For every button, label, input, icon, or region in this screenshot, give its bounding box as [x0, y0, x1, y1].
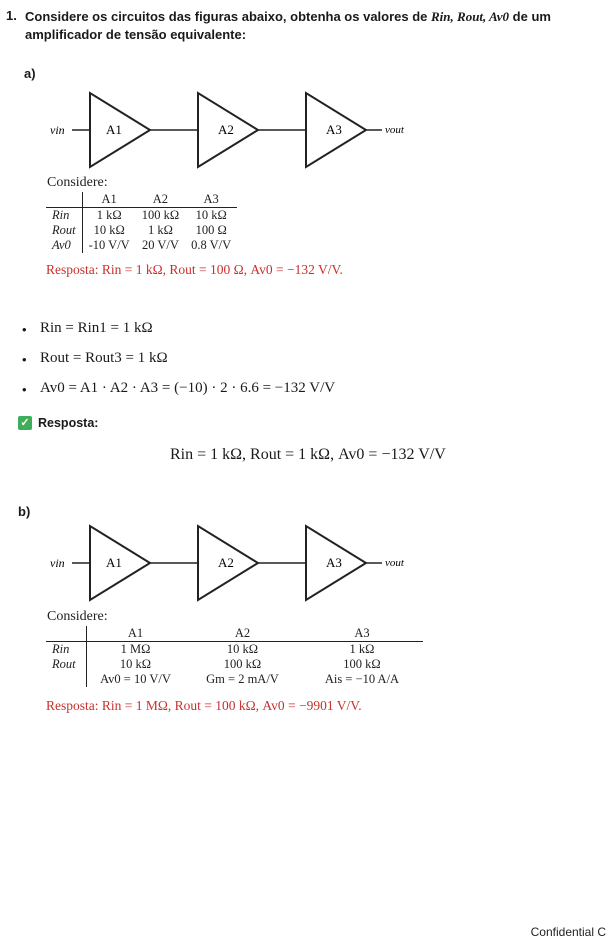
table-cell: 10 kΩ [195, 208, 227, 222]
part-b-block-a3: A3 [326, 555, 342, 570]
table-header-cell: A1 [87, 626, 185, 642]
table-header-cell [46, 192, 82, 208]
part-a-input-label: vin [50, 123, 65, 137]
table-cell: 10 kΩ [119, 657, 152, 671]
part-b-input-label: vin [50, 556, 65, 570]
table-header-cell: A2 [136, 192, 185, 208]
table-cell: 10 kΩ [93, 223, 125, 237]
question-text-start: Considere os circuitos das figuras abaixo, obtenha os valores de [25, 9, 432, 24]
table-header-cell [46, 626, 87, 642]
table-cell: 0.8 V/V [191, 238, 232, 252]
bullet-rin: Rin = Rin1 = 1 kΩ [40, 320, 153, 336]
question-number: 1. [6, 8, 17, 23]
part-b-output-label: vout [385, 557, 404, 569]
bullet-av0: Av0 = A1 · A2 · A3 = (−10) · 2 · 6.6 = −132 V/V [40, 380, 336, 396]
table-cell: 100 Ω [195, 223, 227, 237]
bullet-dot: • [22, 322, 27, 337]
table-cell: 100 kΩ [141, 208, 180, 222]
table-cell: 1 kΩ [147, 223, 173, 237]
table-row-label: Rin [46, 208, 82, 224]
part-a-block-a3: A3 [326, 122, 342, 137]
table-cell: 100 kΩ [343, 657, 381, 671]
table-header-cell: A2 [184, 626, 301, 642]
checkmark-icon: ✓ [18, 416, 32, 430]
question-text [25, 8, 585, 44]
table-cell: Av0 = 10 V/V [100, 672, 171, 686]
part-a-table [46, 192, 237, 253]
footer-confidential: Confidential C [530, 925, 606, 939]
question-text-end: de um amplificador de tensão equivalente: [25, 9, 551, 42]
part-b-diagram [40, 523, 440, 603]
bullet-dot: • [22, 382, 27, 397]
bullet-rout: Rout = Rout3 = 1 kΩ [40, 350, 168, 366]
part-a-diagram [40, 90, 440, 170]
table-cell: -10 V/V [88, 238, 130, 252]
part-b-block-a2: A2 [218, 555, 234, 570]
answer-label: Resposta: [38, 416, 99, 430]
table-header-cell: A3 [301, 626, 423, 642]
table-header-cell: A1 [82, 192, 136, 208]
table-cell: 1 kΩ [349, 642, 375, 656]
part-a-output-label: vout [385, 124, 404, 136]
table-cell: 1 kΩ [96, 208, 122, 222]
table-cell: 100 kΩ [223, 657, 262, 671]
part-b-answer: Resposta: Rin = 1 MΩ, Rout = 100 kΩ, Av0 = −9901 V/V. [46, 698, 362, 713]
table-header-cell: A3 [185, 192, 237, 208]
table-cell: 1 MΩ [120, 642, 151, 656]
table-cell: 20 V/V [141, 238, 179, 252]
part-a-block-a2: A2 [218, 122, 234, 137]
table-row-label: Av0 [46, 238, 82, 253]
part-a-answer: Resposta: Rin = 1 kΩ, Rout = 100 Ω, Av0 = −132 V/V. [46, 262, 343, 277]
part-b-block-a1: A1 [106, 555, 122, 570]
part-b-consider-label: Considere: [47, 609, 108, 624]
bullet-dot: • [22, 352, 27, 367]
table-cell: 10 kΩ [226, 642, 259, 656]
answer-equation: Rin = 1 kΩ, Rout = 1 kΩ, Av0 = −132 V/V [170, 446, 446, 463]
table-row-label: Rout [46, 223, 82, 238]
table-cell: Ais = −10 A/A [324, 672, 400, 686]
part-b-table [46, 626, 423, 687]
part-a-block-a1: A1 [106, 122, 122, 137]
part-b-label: b) [18, 504, 31, 519]
table-row-label: Rin [46, 642, 87, 658]
part-a-label: a) [24, 66, 36, 81]
part-a-consider-label: Considere: [47, 175, 108, 190]
table-cell: Gm = 2 mA/V [206, 672, 279, 686]
table-row-label [46, 672, 87, 687]
question-vars: Rin, Rout, Av0 [431, 9, 510, 24]
table-row-label: Rout [46, 657, 87, 672]
